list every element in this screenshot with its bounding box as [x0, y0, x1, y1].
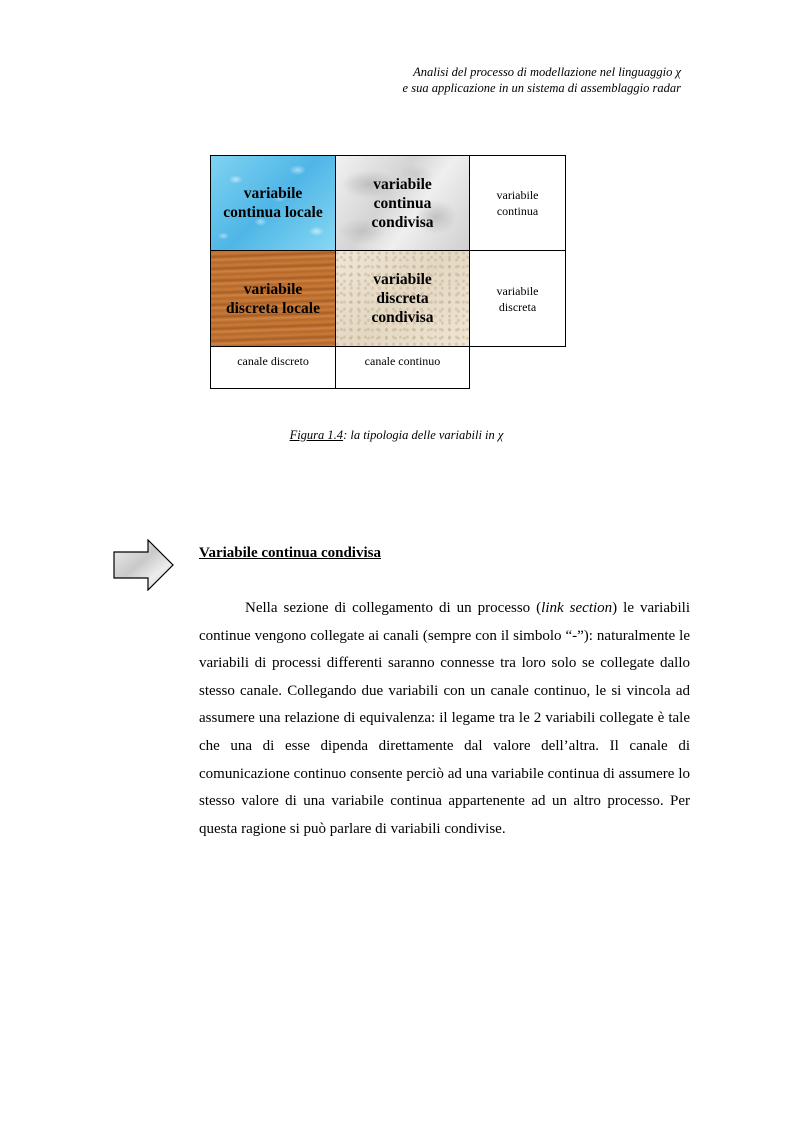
cell-canale-discreto: [210, 346, 336, 389]
cell-variabile-continua: [469, 155, 566, 251]
cell-variabile-continua-label: variabile continua: [496, 188, 539, 218]
cell-discreta-condivisa: [335, 250, 470, 347]
section-title: Variabile continua condivisa: [199, 545, 381, 561]
cell-continua-condivisa: [335, 155, 470, 251]
cell-variabile-discreta: [469, 250, 566, 347]
header-line-1: Analisi del processo di modellazione nel linguaggio χ: [413, 65, 681, 79]
cell-canale-continuo-label: canale continuo: [364, 354, 441, 368]
cell-discreta-locale-label: variabile discreta locale: [226, 280, 320, 317]
para-part-2: ) le variabili continue vengono collegate ai canali (sempre con il simbolo “-”): naturalmente le variabili di processi differenti saranno connesse tra loro solo se collegate dallo stesso canale. Collegando due variabili con un canale continuo, le si vincola ad assumere una relazione di equivalenza: il legame tra le 2 variabili collegate è tale che una di esse dipenda direttamente dal valore dell’altra. Il canale di comunicazione continuo consente perciò ad una variabile continua di assumere lo stesso valore di una variabile continua appartenente ad un altro processo. Per questa ragione si può parlare di variabili condivise.: [199, 600, 690, 837]
cell-discreta-condivisa-label: variabile discreta condivisa: [371, 271, 434, 326]
cell-variabile-discreta-label: variabile discreta: [496, 283, 539, 314]
cell-discreta-locale: [210, 250, 336, 347]
body-paragraph: [199, 595, 690, 843]
arrow-right-icon: [113, 539, 175, 596]
header-line-2: e sua applicazione in un sistema di assemblaggio radar: [402, 81, 681, 95]
caption-label: Figura 1.4: [289, 428, 344, 442]
para-italic-term: link section: [541, 600, 613, 616]
cell-continua-condivisa-label: variabile continua condivisa: [371, 175, 434, 231]
cell-continua-locale-label: variabile continua locale: [223, 185, 323, 221]
caption-text: : la tipologia delle variabili in χ: [343, 428, 504, 442]
cell-canale-continuo: [335, 346, 470, 389]
para-part-1: Nella sezione di collegamento di un processo (: [245, 600, 542, 616]
cell-continua-locale: [210, 155, 336, 251]
figure-caption: [0, 428, 793, 443]
cell-canale-discreto-label: canale discreto: [237, 354, 309, 368]
page-header: [403, 64, 681, 96]
